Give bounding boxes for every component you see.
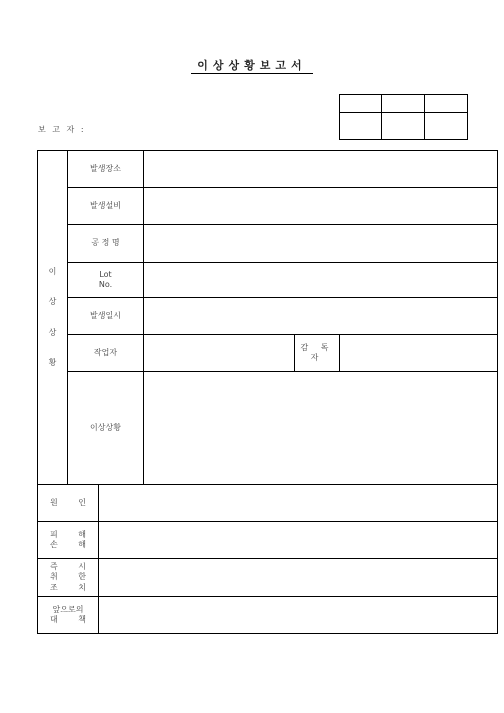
damage-label <box>38 522 99 559</box>
equipment-label: 발생설비 <box>68 188 144 225</box>
damage-char-1: 피 <box>50 529 58 539</box>
damage-char-2: 해 <box>78 529 86 539</box>
approval-sign-cell-3[interactable] <box>425 113 468 140</box>
approval-title-cell-3[interactable] <box>425 95 468 113</box>
report-form-table <box>37 150 498 634</box>
approval-title-cell-1[interactable] <box>340 95 382 113</box>
title-underline <box>191 73 313 74</box>
page-title: 이상상황보고서 <box>197 59 307 72</box>
approval-sign-cell-2[interactable] <box>382 113 425 140</box>
reporter-label: 보 고 자 : <box>38 125 86 134</box>
action-char-1: 즉 <box>50 561 58 571</box>
worker-label: 작업자 <box>68 335 144 372</box>
immediate-action-label <box>38 559 99 597</box>
cause-field[interactable] <box>99 485 498 522</box>
situation-group-label <box>38 151 68 485</box>
situation-char-3: 상 <box>48 327 57 337</box>
cause-label <box>38 485 99 522</box>
action-char-5: 조 <box>50 582 58 592</box>
future-measures-char-2: 책 <box>78 615 86 624</box>
action-char-2: 시 <box>78 561 86 571</box>
location-field[interactable] <box>144 151 498 188</box>
action-char-6: 치 <box>78 582 86 592</box>
situation-char-4: 황 <box>48 357 57 367</box>
supervisor-label: 감 독 자 <box>295 335 340 372</box>
lot-number-field[interactable] <box>144 263 498 298</box>
action-char-3: 취 <box>50 572 58 582</box>
situation-detail-label: 이상상황 <box>68 372 144 485</box>
supervisor-field[interactable] <box>340 335 498 372</box>
equipment-field[interactable] <box>144 188 498 225</box>
immediate-action-field[interactable] <box>99 559 498 597</box>
process-name-label: 공 정 명 <box>68 225 144 263</box>
cause-char-right: 인 <box>78 497 86 507</box>
approval-sign-cell-1[interactable] <box>340 113 382 140</box>
approval-title-cell-2[interactable] <box>382 95 425 113</box>
datetime-label: 발생일시 <box>68 298 144 335</box>
lot-label-line1: Lot <box>99 269 112 279</box>
worker-field[interactable] <box>144 335 295 372</box>
damage-char-4: 해 <box>78 540 86 549</box>
future-measures-label <box>38 597 99 634</box>
lot-number-label <box>68 263 144 298</box>
future-measures-line1: 앞으로의 <box>52 604 84 614</box>
datetime-field[interactable] <box>144 298 498 335</box>
damage-field[interactable] <box>99 522 498 559</box>
future-measures-char-1: 대 <box>50 615 58 624</box>
situation-char-2: 상 <box>48 297 57 307</box>
lot-label-line2: No. <box>98 280 113 289</box>
approval-signature-table <box>339 94 468 140</box>
future-measures-field[interactable] <box>99 597 498 634</box>
process-name-field[interactable] <box>144 225 498 263</box>
damage-char-3: 손 <box>50 540 58 549</box>
cause-char-left: 원 <box>50 497 58 507</box>
location-label: 발생장소 <box>68 151 144 188</box>
action-char-4: 한 <box>78 572 86 582</box>
situation-char-1: 이 <box>48 266 57 276</box>
situation-detail-field[interactable] <box>144 372 498 485</box>
